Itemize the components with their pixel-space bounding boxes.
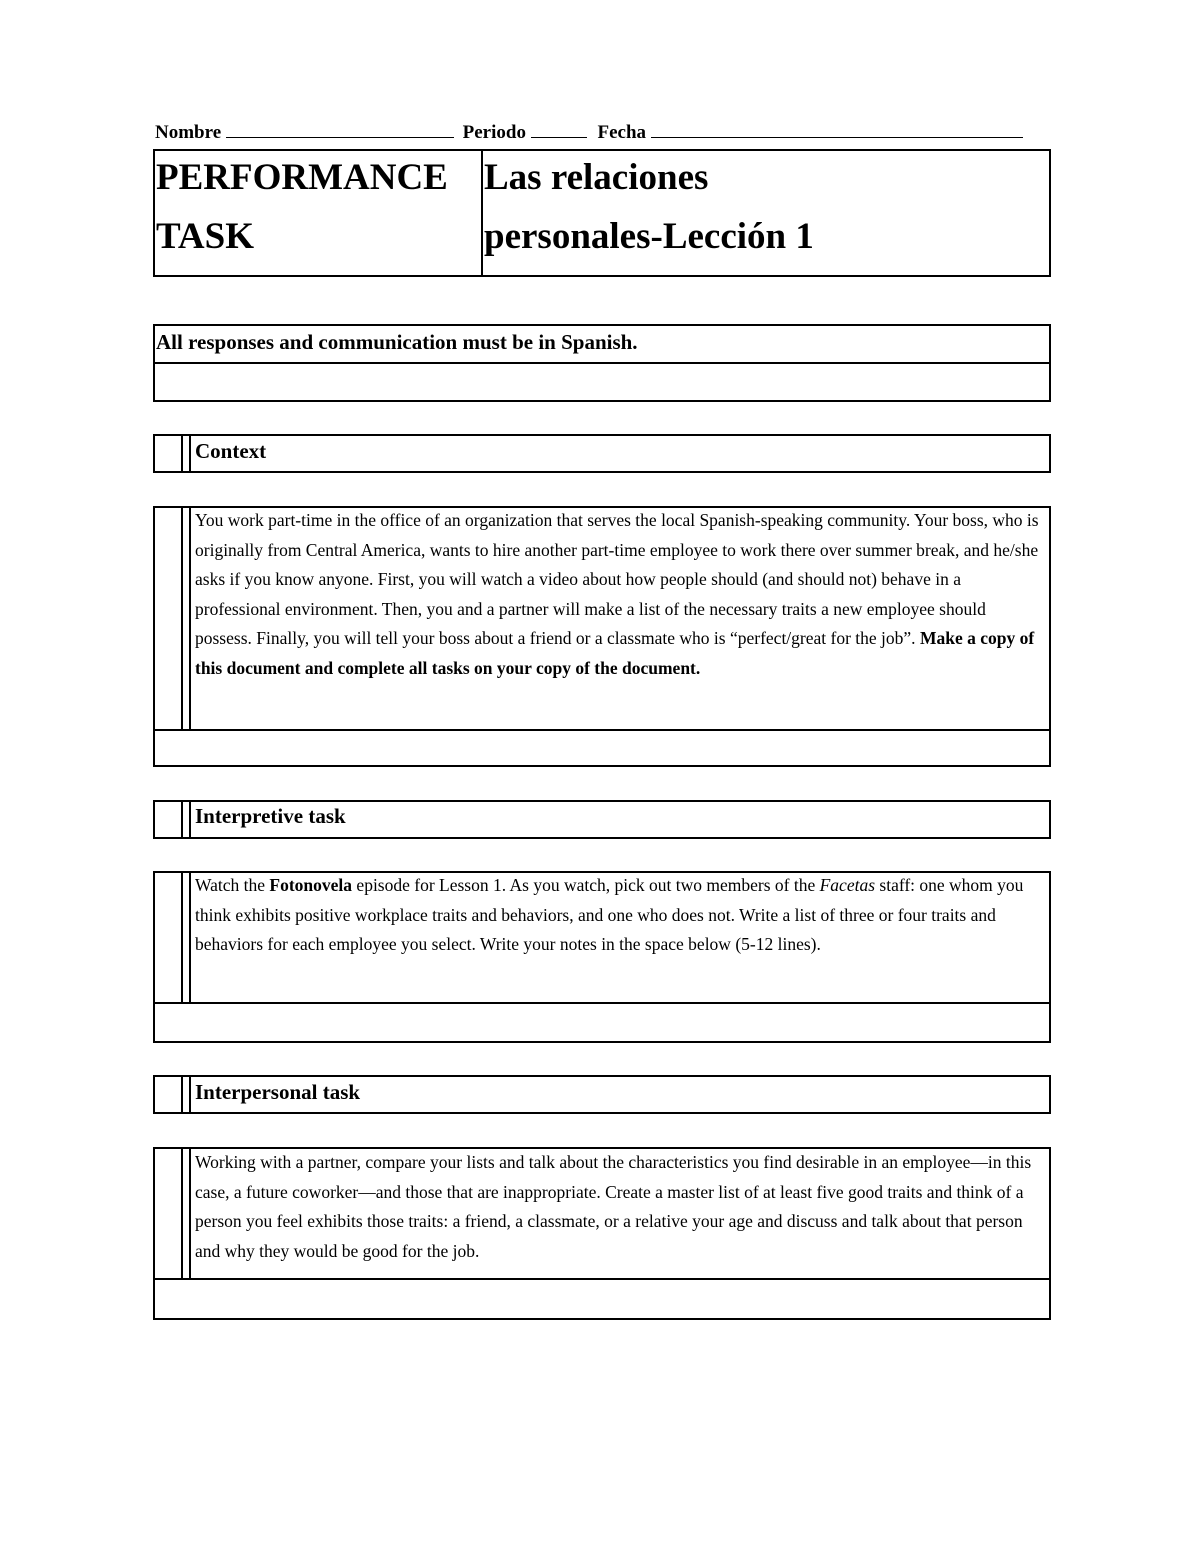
facetas-term: Facetas	[819, 875, 876, 895]
context-header	[153, 434, 1051, 473]
interpersonal-header-rule-2	[189, 1075, 191, 1114]
name-field[interactable]	[226, 123, 454, 138]
context-title: Context	[195, 439, 267, 463]
interpersonal-paragraph: Working with a partner, compare your lists and talk about the characteristics you find desirable in an employee—in this case, a future coworker—and those that are inappropriate. Create a master list of at least five good traits and think of a person you feel exhibits those traits: a friend, a classmate, or a relative your age and discuss and talk about that person and why they would be good for the job.	[195, 1152, 1032, 1261]
title-right-line-2: personales-Lección 1	[484, 216, 814, 257]
name-label: Nombre	[155, 122, 222, 143]
context-text: You work part-time in the office of an organization that serves the local Spanish-speaking community. Your boss, who is originally from Central America, wants to hire another part-time employee to work there over summer break, and he/she asks if you know anyone. First, you will watch a video about how people should (and should not) behave in a professional environment. Then, you and a partner will make a list of the necessary traits a new employee should possess. Finally, you will tell your boss about a friend or a classmate who is “perfect/great for the job”.	[195, 510, 1039, 649]
context-instruction: Make a copy of this document and complete all tasks on your copy of the document.	[195, 628, 1035, 678]
title-right-line-1: Las relaciones	[484, 157, 709, 198]
interpersonal-header-rule-1	[181, 1075, 183, 1114]
spanish-requirement-note: All responses and communication must be in Spanish.	[156, 330, 638, 354]
date-field[interactable]	[651, 123, 1023, 138]
interpretive-title: Interpretive task	[195, 804, 346, 828]
note-response-cell[interactable]	[155, 364, 1049, 400]
date-label: Fecha	[597, 122, 647, 143]
interpretive-body-rule-2	[189, 871, 191, 1004]
interpretive-response-cell[interactable]	[155, 1004, 1049, 1041]
interpretive-body-rule-1	[181, 871, 183, 1004]
interpretive-header-rule-1	[181, 800, 183, 839]
period-label: Periodo	[462, 122, 526, 143]
interpersonal-body-rule-1	[181, 1147, 183, 1280]
interpretive-text-3: staff: one whom you think exhibits positive workplace traits and behaviors, and one who does not. Write a list of three or four traits and behaviors for each employee you select. Write your notes in the space below (5-12 lines).	[195, 875, 1024, 955]
interpretive-header-rule-2	[189, 800, 191, 839]
interpersonal-response-cell[interactable]	[155, 1280, 1049, 1318]
student-info-line	[155, 122, 1050, 144]
context-body-rule-1	[181, 506, 183, 731]
interpersonal-body-rule-2	[189, 1147, 191, 1280]
context-header-rule-1	[181, 434, 183, 473]
period-field[interactable]	[531, 123, 587, 138]
context-header-rule-2	[189, 434, 191, 473]
context-body-rule-2	[189, 506, 191, 731]
interpersonal-title: Interpersonal task	[195, 1080, 361, 1104]
interpretive-text-1: Watch the	[195, 875, 270, 895]
context-paragraph	[195, 506, 1040, 684]
interpretive-paragraph	[195, 871, 1040, 960]
interpretive-text-2: episode for Lesson 1. As you watch, pick out two members of the	[352, 875, 820, 895]
lesson-title	[484, 148, 1046, 266]
title-left-line-1: PERFORMANCE	[156, 157, 448, 198]
fotonovela-term: Fotonovela	[269, 875, 353, 895]
performance-task-title	[156, 148, 478, 266]
context-response-cell[interactable]	[155, 731, 1049, 765]
title-table-divider	[481, 149, 483, 277]
title-left-line-2: TASK	[156, 216, 255, 257]
